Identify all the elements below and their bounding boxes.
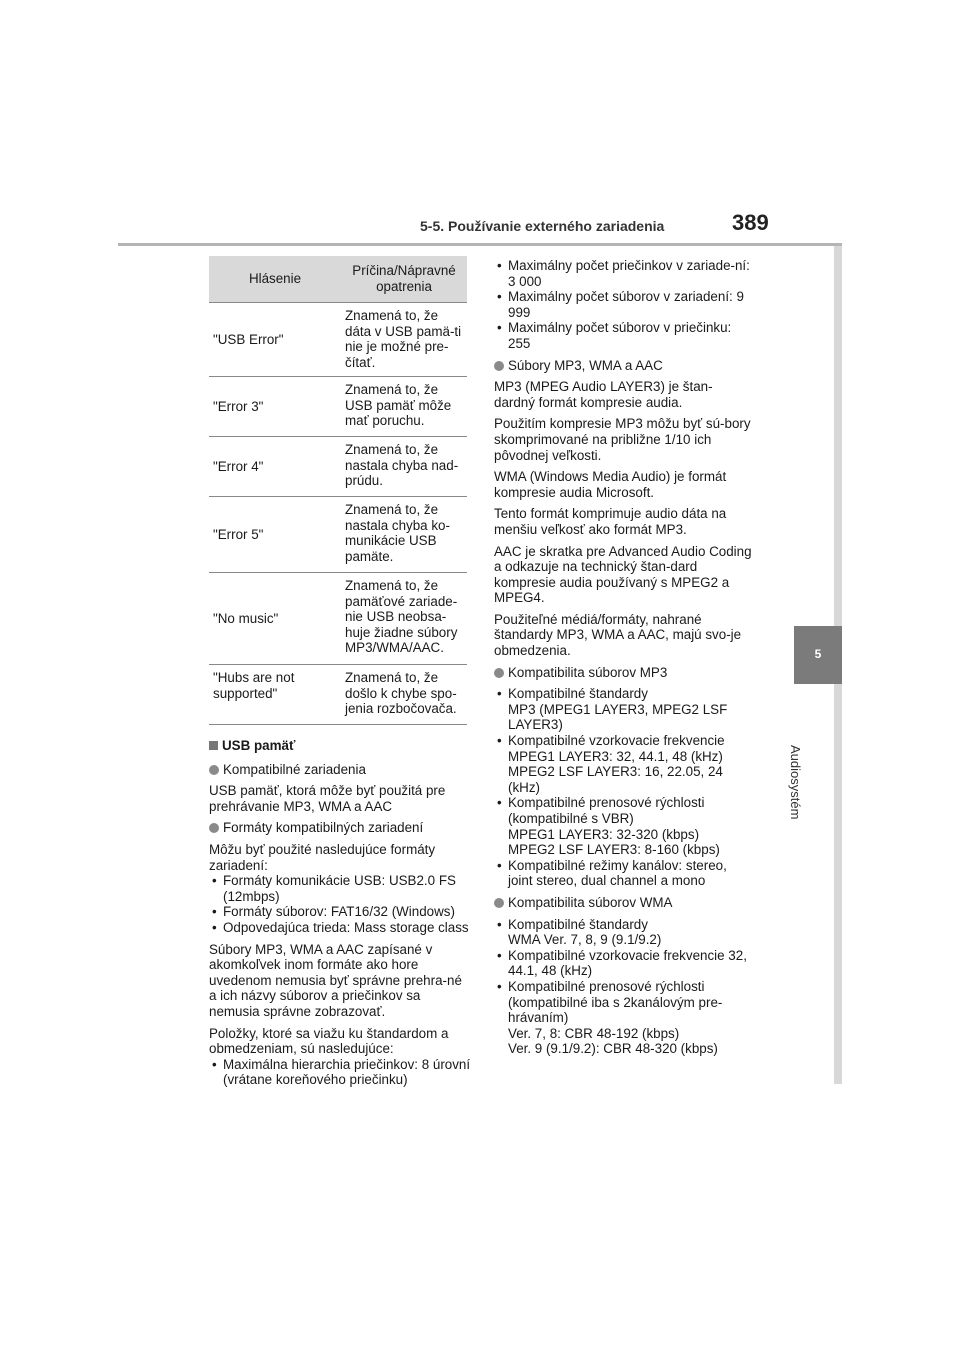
paragraph: Tento formát komprimuje audio dáta na menšiu veľkosť ako formát MP3. bbox=[494, 506, 727, 537]
list-item: • Kompatibilné štandardy WMA Ver. 7, 8, 9 (9.1/9.2) bbox=[494, 917, 752, 948]
square-bullet-icon bbox=[209, 741, 218, 750]
list-item: • Kompatibilné vzorkovacie frekvencie MPEG1 LAYER3: 32, 44.1, 48 (kHz) MPEG2 LSF LAYER3: 16, 22.05, 24 (kHz) bbox=[494, 733, 752, 795]
table-cell-message: "Hubs are not supported" bbox=[209, 665, 341, 725]
paragraph: MP3 (MPEG Audio LAYER3) je štan-dardný formát kompresie audia. bbox=[494, 379, 713, 410]
mp3-title-text: Kompatibilita súborov MP3 bbox=[508, 664, 668, 680]
table-row bbox=[209, 437, 467, 497]
formats-title-text: Formáty kompatibilných zariadení bbox=[223, 820, 424, 836]
compat-devices-title-text: Kompatibilné zariadenia bbox=[223, 761, 366, 777]
header-divider bbox=[118, 243, 842, 246]
table-cell-message: "No music" bbox=[209, 573, 341, 665]
table-cell-message: "USB Error" bbox=[209, 303, 341, 377]
table-cell-message: "Error 3" bbox=[209, 377, 341, 437]
formats-title bbox=[209, 820, 471, 836]
mp3-list bbox=[494, 686, 752, 889]
table-row bbox=[209, 303, 467, 377]
page-number: 389 bbox=[732, 210, 769, 235]
formats-list bbox=[209, 873, 471, 935]
list-item: • Maximálny počet priečinkov v zariade-ní: 3 000 bbox=[494, 258, 752, 289]
table-row bbox=[209, 377, 467, 437]
table-cell-message: "Error 4" bbox=[209, 437, 341, 497]
chapter-tab bbox=[794, 626, 842, 684]
limits-list-right bbox=[494, 258, 752, 352]
list-item: • Kompatibilné štandardy MP3 (MPEG1 LAYER3, MPEG2 LSF LAYER3) bbox=[494, 686, 752, 733]
chapter-label: Audiosystém bbox=[788, 745, 803, 820]
files-title-text: Súbory MP3, WMA a AAC bbox=[508, 357, 663, 373]
paragraph: AAC je skratka pre Advanced Audio Coding a odkazuje na technický štan-dard kompresie audia používaný s MPEG2 a MPEG4. bbox=[494, 543, 752, 606]
list-item: • Odpovedajúca trieda: Mass storage class bbox=[209, 920, 471, 936]
list-item: • Maximálny počet súborov v zariadení: 9 999 bbox=[494, 289, 752, 320]
chapter-number: 5 bbox=[814, 647, 822, 662]
limits-intro: Položky, ktoré sa viažu ku štandardom a obmedzeniam, sú nasledujúce: bbox=[209, 1025, 449, 1057]
list-item: • Maximálna hierarchia priečinkov: 8 úrovní (vrátane koreňového priečinku) bbox=[209, 1057, 471, 1088]
table-row bbox=[209, 573, 467, 665]
circle-bullet-icon bbox=[494, 668, 504, 678]
circle-bullet-icon bbox=[209, 823, 219, 833]
list-item: • Formáty súborov: FAT16/32 (Windows) bbox=[209, 904, 471, 920]
paragraph: WMA (Windows Media Audio) je formát kompresie audia Microsoft. bbox=[494, 469, 727, 500]
table-cell-cause: Znamená to, že pamäťové zariade-nie USB neobsa-huje žiadne súbory MP3/WMA/AAC. bbox=[341, 573, 467, 665]
table-row bbox=[209, 665, 467, 725]
table-header-row bbox=[209, 256, 467, 303]
limits-list-left bbox=[209, 1057, 471, 1088]
table-cell-cause: Znamená to, že USB pamäť môže mať poruchu. bbox=[341, 377, 467, 437]
table-cell-message: "Error 5" bbox=[209, 497, 341, 573]
circle-bullet-icon bbox=[494, 361, 504, 371]
mp3-title bbox=[494, 665, 752, 681]
list-item: • Kompatibilné prenosové rýchlosti (kompatibilné s VBR) MPEG1 LAYER3: 32-320 (kbps) MPEG2 LSF LAYER3: 8-160 (kbps) bbox=[494, 795, 752, 857]
table-row bbox=[209, 497, 467, 573]
list-item: • Formáty komunikácie USB: USB2.0 FS (12mbps) bbox=[209, 873, 471, 904]
table-cell-cause: Znamená to, že nastala chyba ko-munikácie USB pamäte. bbox=[341, 497, 467, 573]
right-column bbox=[494, 258, 752, 1063]
section-title: 5-5. Používanie externého zariadenia bbox=[420, 218, 665, 234]
list-item: • Maximálny počet súborov v priečinku: 255 bbox=[494, 320, 752, 351]
table-cell-cause: Znamená to, že nastala chyba nad-prúdu. bbox=[341, 437, 467, 497]
usb-memory-heading-text: USB pamäť bbox=[222, 738, 296, 753]
wma-title-text: Kompatibilita súborov WMA bbox=[508, 894, 673, 910]
paragraph: Použiteľné médiá/formáty, nahrané štandardy MP3, WMA a AAC, majú svo-je obmedzenia. bbox=[494, 611, 742, 659]
table-cell-cause: Znamená to, že došlo k chybe spo-jenia rozbočovača. bbox=[341, 665, 467, 725]
list-item: • Kompatibilné prenosové rýchlosti (kompatibilné iba s 2kanálovým pre-hrávaním) Ver. 7, 8: CBR 48-192 (kbps) Ver. 9 (9.1/9.2): CBR 48-320 (kbps) bbox=[494, 979, 752, 1057]
side-bar-upper bbox=[834, 246, 842, 626]
note-paragraph: Súbory MP3, WMA a AAC zapísané v akomkoľvek inom formáte ako hore uvedenom nemusia byť správne prehra-né a ich názvy súborov a priečinkov sa nemusia správne zobrazovať. bbox=[209, 941, 462, 1019]
left-column bbox=[209, 738, 471, 1094]
formats-intro: Môžu byť použité nasledujúce formáty zariadení: bbox=[209, 841, 436, 873]
wma-list bbox=[494, 917, 752, 1057]
usb-memory-heading bbox=[209, 738, 471, 754]
circle-bullet-icon bbox=[494, 898, 504, 908]
message-table bbox=[209, 256, 467, 725]
table-header-cause: Príčina/Nápravné opatrenia bbox=[341, 256, 467, 303]
side-bar-lower bbox=[834, 684, 842, 1084]
compat-devices-text: USB pamäť, ktorá môže byť použitá pre prehrávanie MP3, WMA a AAC bbox=[209, 783, 446, 814]
compat-devices-title bbox=[209, 762, 471, 778]
table-header-message: Hlásenie bbox=[209, 256, 341, 303]
list-item: • Kompatibilné vzorkovacie frekvencie 32, 44.1, 48 (kHz) bbox=[494, 948, 752, 979]
table-cell-cause: Znamená to, že dáta v USB pamä-ti nie je možné pre-čítať. bbox=[341, 303, 467, 377]
list-item: • Kompatibilné režimy kanálov: stereo, joint stereo, dual channel a mono bbox=[494, 858, 752, 889]
files-title bbox=[494, 358, 752, 374]
wma-title bbox=[494, 895, 752, 911]
paragraph: Použitím kompresie MP3 môžu byť sú-bory skomprimované na približne 1/10 ich pôvodnej veľkosti. bbox=[494, 416, 751, 463]
circle-bullet-icon bbox=[209, 765, 219, 775]
